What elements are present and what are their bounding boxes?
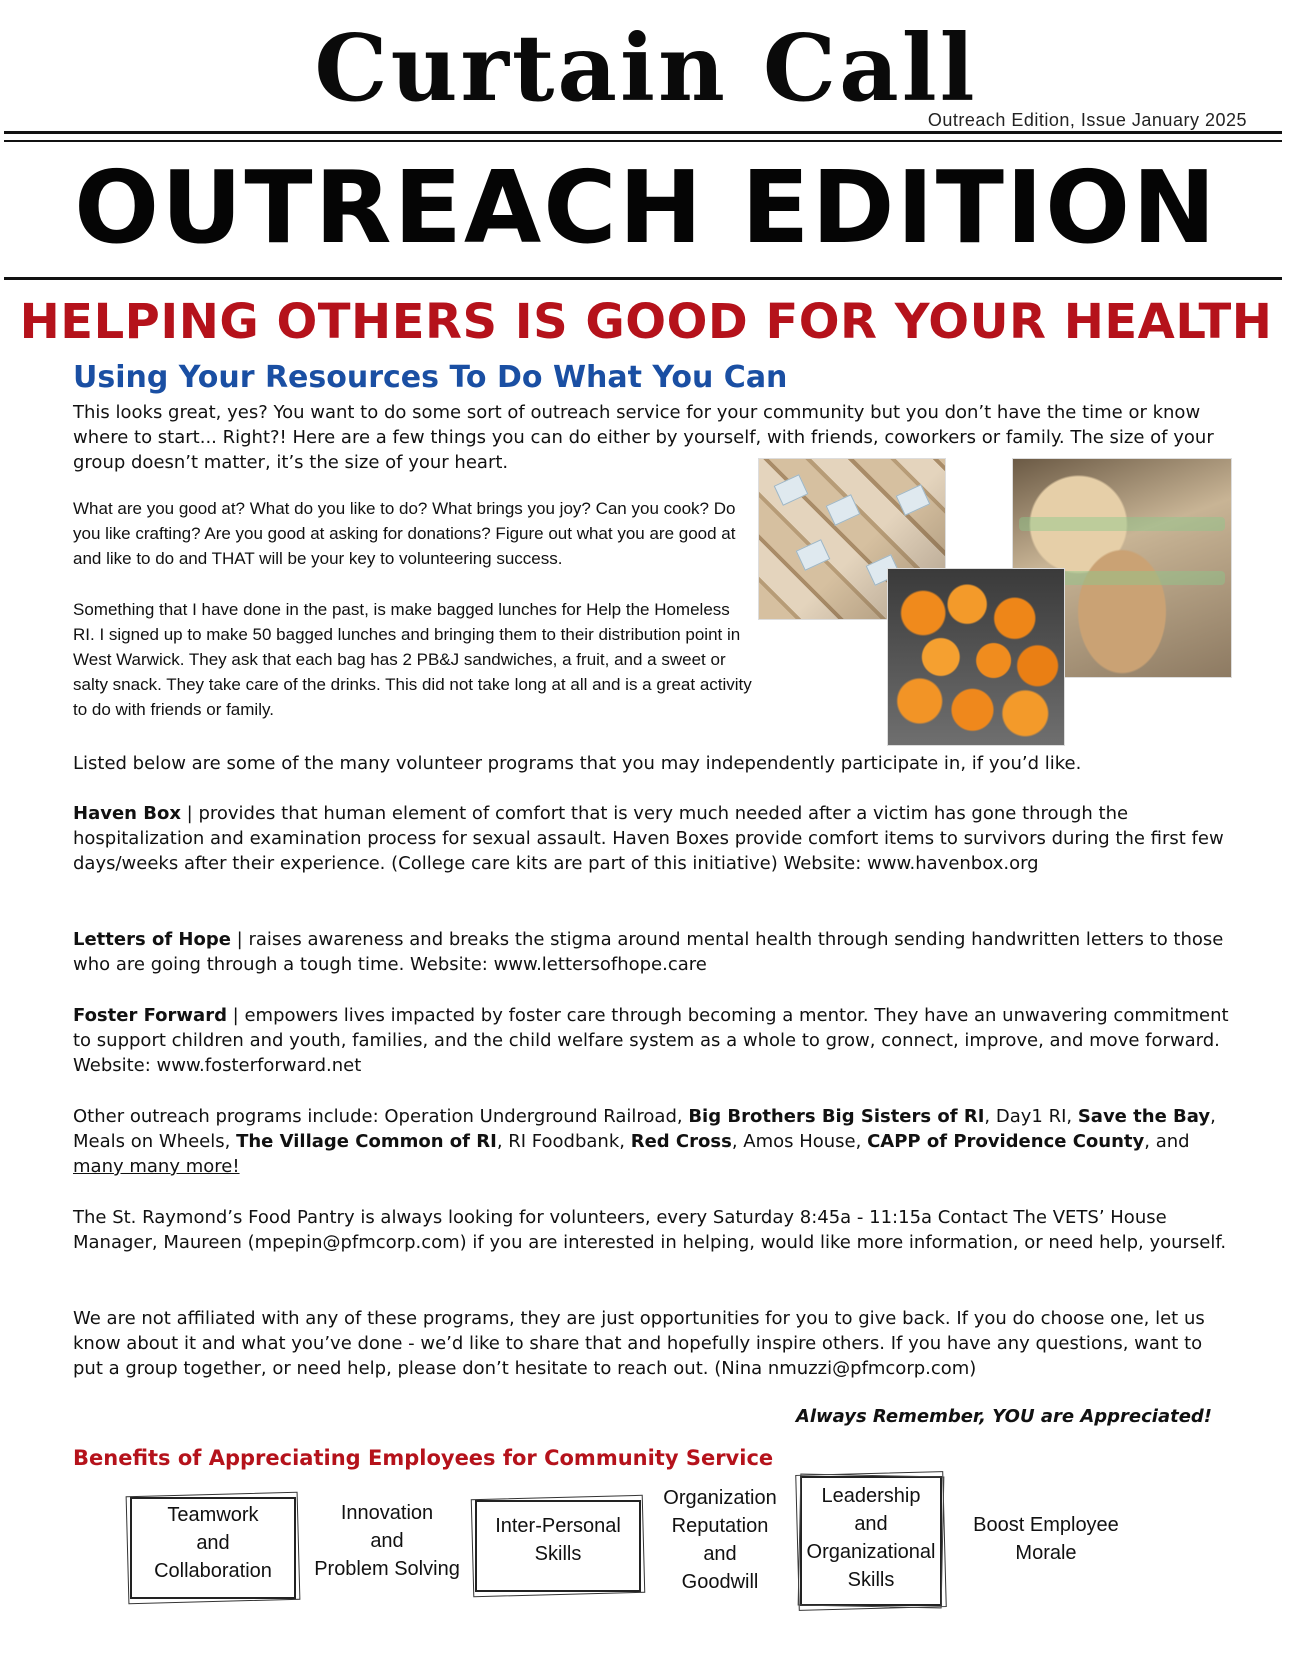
edition-title: OUTREACH EDITION <box>74 149 1218 266</box>
program-description: | provides that human element of comfort that is very much needed after a victim has gone through the hospitalization and examination process for sexual assault. Haven Boxes provide comfort items to survivors during the first few days/weeks after their experience. (College care kits are part of this initiative) Website: www.havenbox.org <box>73 803 1224 874</box>
benefit-leadership <box>800 1476 942 1606</box>
benefit-line: and <box>703 1543 737 1565</box>
program-haven-box <box>73 801 1233 876</box>
listed-below-paragraph: Listed below are some of the many volunteer programs that you may independently participate in, if you’d like. <box>73 753 1082 774</box>
issue-line: Outreach Edition, Issue January 2025 <box>927 110 1247 130</box>
benefit-line: Innovation <box>340 1502 434 1524</box>
text-run: , RI Foodbank, <box>496 1131 631 1152</box>
not-affiliated-paragraph: We are not affiliated with any of these programs, they are just opportunities for you to give back. If you do choose one, let us know about it and what you’ve done - we’d like to share that and hopefully inspire others. If you have any questions, want to put a group together, or need help, please don’t hesitate to reach out. (Nina nmuzzi@pfmcorp.com) <box>73 1308 1205 1379</box>
program-name: Haven Box <box>73 803 181 824</box>
benefit-reputation <box>650 1484 790 1596</box>
subheadline: Using Your Resources To Do What You Can <box>73 360 788 395</box>
benefit-line: Organizational <box>806 1541 936 1563</box>
program-village-common: The Village Common of RI <box>236 1131 497 1152</box>
benefit-teamwork <box>130 1497 296 1599</box>
program-description: | empowers lives impacted by foster care through becoming a mentor. They have an unwavering commitment to support children and youth, families, and the child welfare system as a whole to grow, connect, improve, and move forward. Website: www.fosterforward.net <box>73 1005 1229 1076</box>
benefit-line: Skills <box>847 1569 895 1591</box>
benefit-line: Skills <box>534 1543 582 1565</box>
benefit-line: Problem Solving <box>314 1558 460 1580</box>
other-programs-paragraph <box>73 1104 1233 1179</box>
benefit-line: and <box>196 1532 230 1554</box>
edition-rule <box>4 277 1282 280</box>
benefit-line: Teamwork <box>167 1504 259 1526</box>
benefit-line: Reputation <box>671 1515 769 1537</box>
benefit-line: Goodwill <box>681 1571 759 1593</box>
masthead-title: Curtain Call <box>314 14 978 122</box>
program-bbbs: Big Brothers Big Sisters of RI <box>688 1106 985 1127</box>
program-save-the-bay: Save the Bay <box>1077 1106 1211 1127</box>
program-letters-of-hope <box>73 927 1233 977</box>
intro-paragraph: This looks great, yes? You want to do some sort of outreach service for your community but you don’t have the time or know where to start... Right?! Here are a few things you can do either by yourself, with friends, coworkers or family. The size of your group doesn’t matter, it’s the size of your heart. <box>73 402 1214 473</box>
bagged-lunches-paragraph: Something that I have done in the past, is make bagged lunches for Help the Homeless RI. I signed up to make 50 bagged lunches and bringing them to their distribution point in West Warwick. They ask that each bag has 2 PB&J sandwiches, a fruit, and a sweet or salty snack. They take care of the drinks. This did not take long at all and is a great activity to do with friends or family. <box>73 600 752 719</box>
benefit-morale <box>956 1511 1136 1567</box>
closing-line: Always Remember, YOU are Appreciated! <box>795 1406 1212 1427</box>
benefit-line: Organization <box>663 1487 777 1509</box>
program-red-cross: Red Cross <box>630 1131 732 1152</box>
top-rule <box>4 131 1282 134</box>
benefit-line: Leadership <box>821 1485 921 1507</box>
program-description: | raises awareness and breaks the stigma around mental health through sending handwritten letters to those who are going through a tough time. Website: www.lettersofhope.care <box>73 929 1224 975</box>
program-foster-forward <box>73 1003 1233 1078</box>
program-capp: CAPP of Providence County <box>867 1131 1145 1152</box>
program-name: Foster Forward <box>73 1005 227 1026</box>
text-run: , Day1 RI, <box>984 1106 1078 1127</box>
benefit-line: Inter-Personal <box>495 1515 621 1537</box>
headline: HELPING OTHERS IS GOOD FOR YOUR HEALTH <box>19 294 1273 350</box>
benefit-interpersonal <box>475 1500 641 1592</box>
good-at-paragraph: What are you good at? What do you like to do? What brings you joy? Can you cook? Do you like crafting? Are you good at asking for donations? Figure out what you are good at and like to do and THAT will be your key to volunteering success. <box>73 499 736 568</box>
text-run: , Meals on Wheels, <box>73 1106 1216 1152</box>
benefit-innovation <box>303 1499 471 1583</box>
oranges-photo <box>887 568 1065 746</box>
top-rule-thin <box>4 140 1282 142</box>
program-name: Letters of Hope <box>73 929 231 950</box>
benefit-line: and <box>854 1513 888 1535</box>
benefit-line: Morale <box>1015 1542 1077 1564</box>
benefit-line: and <box>370 1530 404 1552</box>
text-run: , and <box>1144 1131 1190 1152</box>
benefits-title: Benefits of Appreciating Employees for Community Service <box>73 1446 774 1470</box>
food-pantry-paragraph: The St. Raymond’s Food Pantry is always looking for volunteers, every Saturday 8:45a - 11:15a Contact The VETS’ House Manager, Maureen (mpepin@pfmcorp.com) if you are interested in helping, would like more information, or need help, yourself. <box>73 1207 1227 1253</box>
many-more-link[interactable]: many many more! <box>73 1156 240 1177</box>
text-run: , Amos House, <box>731 1131 868 1152</box>
benefit-line: Collaboration <box>154 1560 272 1582</box>
text-run: Other outreach programs include: Operation Underground Railroad, <box>73 1106 689 1127</box>
benefit-line: Boost Employee <box>973 1514 1119 1536</box>
